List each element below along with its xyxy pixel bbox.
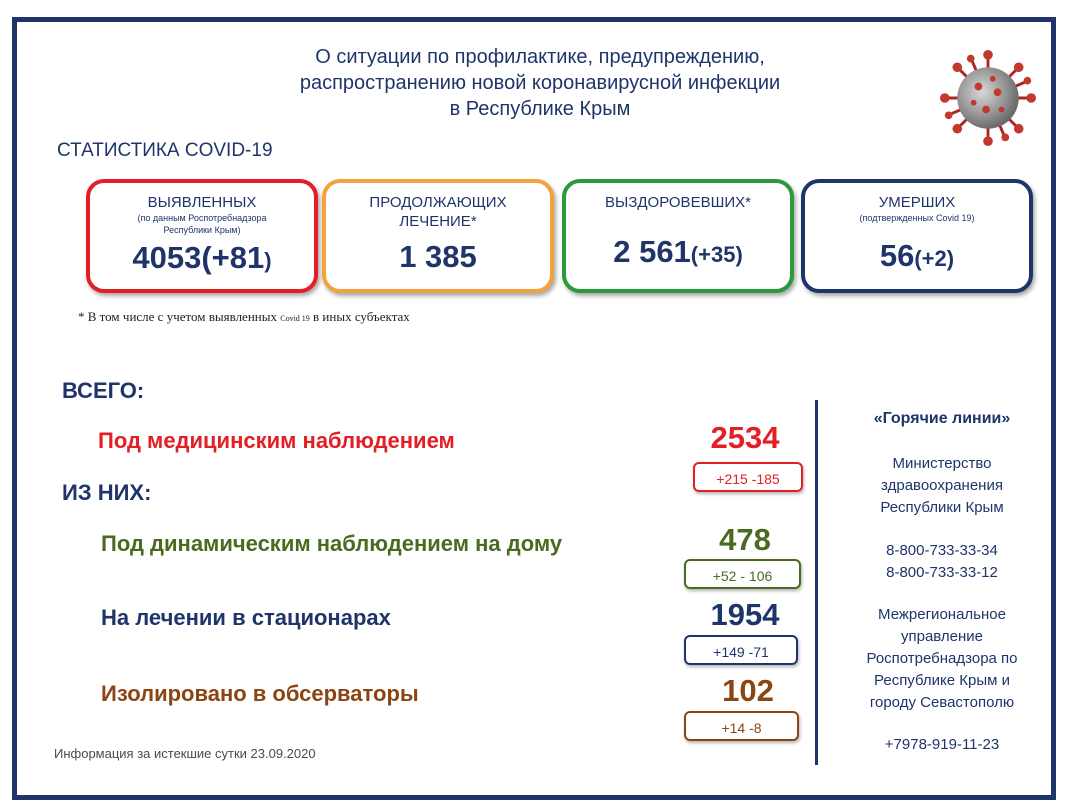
footnote-suffix: в иных субъектах bbox=[313, 309, 410, 324]
home-value: 478 bbox=[719, 522, 771, 557]
agency-phone: +7978-919-11-23 bbox=[884, 736, 1000, 753]
title-line: О ситуации по профилактике, предупреждению, bbox=[315, 46, 765, 68]
title-line: распространению новой коронавирусной инфекции bbox=[299, 72, 781, 94]
agency-line: Межрегиональное bbox=[878, 606, 1006, 623]
observation-label: Под медицинским наблюдением bbox=[98, 428, 455, 453]
card-label: УМЕРШИХ bbox=[878, 194, 956, 211]
recovered-card bbox=[562, 179, 794, 293]
detected-value-close: ) bbox=[264, 248, 272, 273]
recovered-delta: (+35) bbox=[690, 242, 743, 267]
isolated-label: Изолировано в обсерваторы bbox=[101, 681, 419, 706]
coronavirus-icon bbox=[940, 50, 1036, 146]
ministry-line: здравоохранения bbox=[881, 477, 1003, 494]
recovered-value: 2 561 bbox=[613, 234, 691, 269]
isolated-delta: +14 -8 bbox=[684, 711, 799, 741]
agency-line: городу Севастополю bbox=[869, 694, 1015, 711]
ministry-name bbox=[836, 453, 1048, 519]
section-title: СТАТИСТИКА COVID-19 bbox=[57, 140, 273, 161]
total-heading: ВСЕГО: bbox=[62, 378, 145, 403]
agency-line: Республике Крым и bbox=[874, 672, 1010, 689]
footnote-tiny: Covid 19 bbox=[280, 314, 310, 323]
agency-line: Роспотребнадзора по bbox=[866, 650, 1018, 667]
observation-value: 2534 bbox=[710, 420, 780, 455]
card-value bbox=[805, 238, 1029, 274]
card-sub: (подтвержденных Covid 19) bbox=[859, 213, 975, 223]
ministry-phone-1: 8-800-733-33-34 bbox=[886, 542, 998, 559]
ministry-line: Республики Крым bbox=[880, 499, 1004, 516]
home-label: Под динамическим наблюдением на дому bbox=[101, 531, 563, 556]
card-label-line: ПРОДОЛЖАЮЩИХ bbox=[369, 194, 507, 211]
divider bbox=[815, 400, 818, 765]
died-card bbox=[801, 179, 1033, 293]
died-delta: (+2) bbox=[914, 246, 955, 271]
card-value: 1 385 bbox=[399, 239, 477, 274]
agency-name bbox=[836, 604, 1048, 714]
card-label: ВЫЗДОРОВЕВШИХ* bbox=[605, 194, 751, 211]
hospital-delta: +149 -71 bbox=[684, 635, 798, 665]
hospital-value: 1954 bbox=[710, 597, 780, 632]
card-value bbox=[90, 240, 314, 276]
info-date: Информация за истекшие сутки 23.09.2020 bbox=[54, 746, 316, 761]
home-delta: +52 - 106 bbox=[684, 559, 801, 589]
card-sub: (по данным Роспотребнадзора Республики Крым) bbox=[137, 213, 267, 235]
ministry-line: Министерство bbox=[892, 455, 992, 472]
sub-heading: ИЗ НИХ: bbox=[62, 480, 152, 505]
detected-card bbox=[86, 179, 318, 293]
detected-value: 4053(+81 bbox=[132, 240, 265, 275]
ministry-phone-2: 8-800-733-33-12 bbox=[886, 564, 998, 581]
card-label: ВЫЯВЛЕННЫХ bbox=[147, 194, 257, 211]
died-value: 56 bbox=[879, 238, 915, 273]
agency-line: управление bbox=[900, 628, 984, 645]
title-line: в Республике Крым bbox=[449, 98, 631, 120]
hotlines-title: «Горячие линии» bbox=[873, 410, 1011, 427]
card-label bbox=[326, 193, 550, 231]
treatment-card bbox=[322, 179, 554, 293]
card-value bbox=[566, 234, 790, 270]
card-label-line: ЛЕЧЕНИЕ* bbox=[399, 213, 477, 230]
footnote bbox=[78, 309, 410, 325]
isolated-value: 102 bbox=[722, 673, 774, 708]
footnote-prefix: * В том числе с учетом выявленных bbox=[78, 309, 277, 324]
observation-delta: +215 -185 bbox=[693, 462, 803, 492]
page-title bbox=[230, 44, 850, 122]
hospital-label: На лечении в стационарах bbox=[101, 605, 391, 630]
